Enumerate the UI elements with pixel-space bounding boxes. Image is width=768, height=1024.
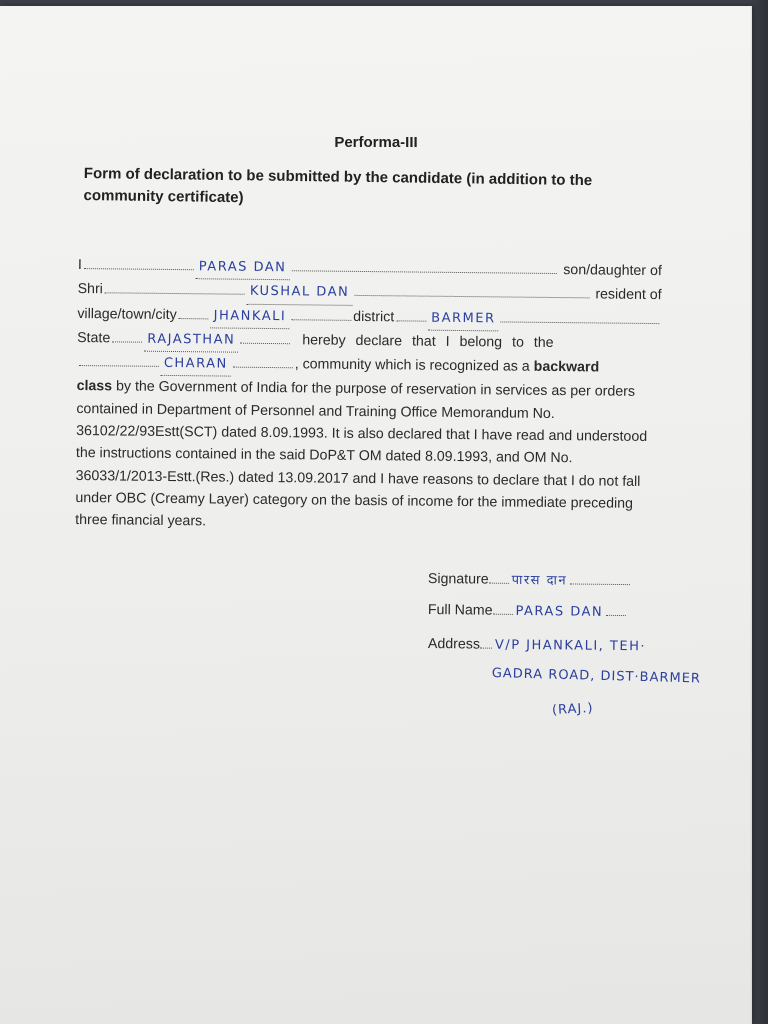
candidate-name: PARAS DAN [196, 256, 290, 280]
declaration-body [75, 254, 662, 538]
dotted-line [179, 318, 209, 319]
dotted-line [354, 295, 589, 298]
state-value: RAJASTHAN [144, 329, 238, 353]
village-value: JHANKALI [211, 305, 290, 329]
i-label: I [77, 256, 82, 274]
address-line [428, 636, 649, 654]
dotted-line [480, 648, 492, 649]
signature-value: पारस दान [511, 572, 568, 589]
declaration-paragraph [75, 375, 661, 537]
address-label: Address [427, 636, 481, 653]
dotted-line [493, 614, 513, 615]
backward-text: backward [533, 358, 600, 376]
fullname-label: Full Name [427, 602, 493, 619]
class-word: class [76, 378, 113, 395]
signature-line [428, 569, 630, 589]
dotted-line [291, 319, 351, 321]
form-title: Performa-III [334, 134, 418, 151]
dotted-line [112, 341, 142, 342]
address-line2: GADRA ROAD, DIST·BARMER [491, 666, 702, 687]
address-line1: V/P JHANKALI, TEH· [494, 637, 647, 655]
district-value: BARMER [428, 307, 499, 331]
dotted-line [606, 615, 626, 616]
dotted-line [489, 583, 509, 584]
community-text: , community which is recognized as a [294, 356, 530, 375]
form-subtitle: Form of declaration to be submitted by the candidate (in addition to the community certificate) [83, 164, 593, 207]
signature-label: Signature [427, 570, 489, 588]
village-label: village/town/city [77, 305, 177, 323]
fullname-line [428, 602, 626, 620]
state-label: State [77, 329, 111, 347]
document-page [0, 6, 752, 1024]
shri-label: Shri [77, 281, 103, 298]
paragraph-text: by the Government of India for the purpose of reservation in services as per orders contained in Department of Personnel and Training Office Memorandum No. 36102/22/93Estt(SCT) dated 8.09.1993. It is also declared that I have read and understood the instructions contained in the said DoP&T OM dated 8.09.1993, and OM No. 36033/1/2013-Estt.(Res.) dated 13.09.2017 and I have reasons to declare that I do not fall under OBC (Creamy Layer) category on the basis of income for the immediate preceding three financial years. [75, 378, 648, 530]
father-name: KUSHAL DAN [247, 281, 353, 305]
hereby-text: hereby declare that I belong to the [302, 332, 554, 351]
community-value: CHARAN [161, 353, 231, 377]
dotted-line [570, 583, 630, 585]
fullname-value: PARAS DAN [515, 603, 604, 620]
dotted-line [79, 365, 159, 367]
dotted-line [84, 268, 194, 270]
dotted-line [291, 270, 557, 274]
son-daughter-label: son/daughter of [563, 262, 662, 280]
dotted-line [105, 293, 245, 295]
dotted-line [233, 367, 293, 369]
resident-of-label: resident of [595, 286, 662, 304]
district-label: district [353, 308, 395, 325]
background-edge [750, 0, 768, 1024]
dotted-line [500, 321, 659, 324]
dotted-line [396, 320, 426, 321]
dotted-line [240, 343, 290, 345]
address-line3: (RAJ.) [551, 700, 594, 719]
